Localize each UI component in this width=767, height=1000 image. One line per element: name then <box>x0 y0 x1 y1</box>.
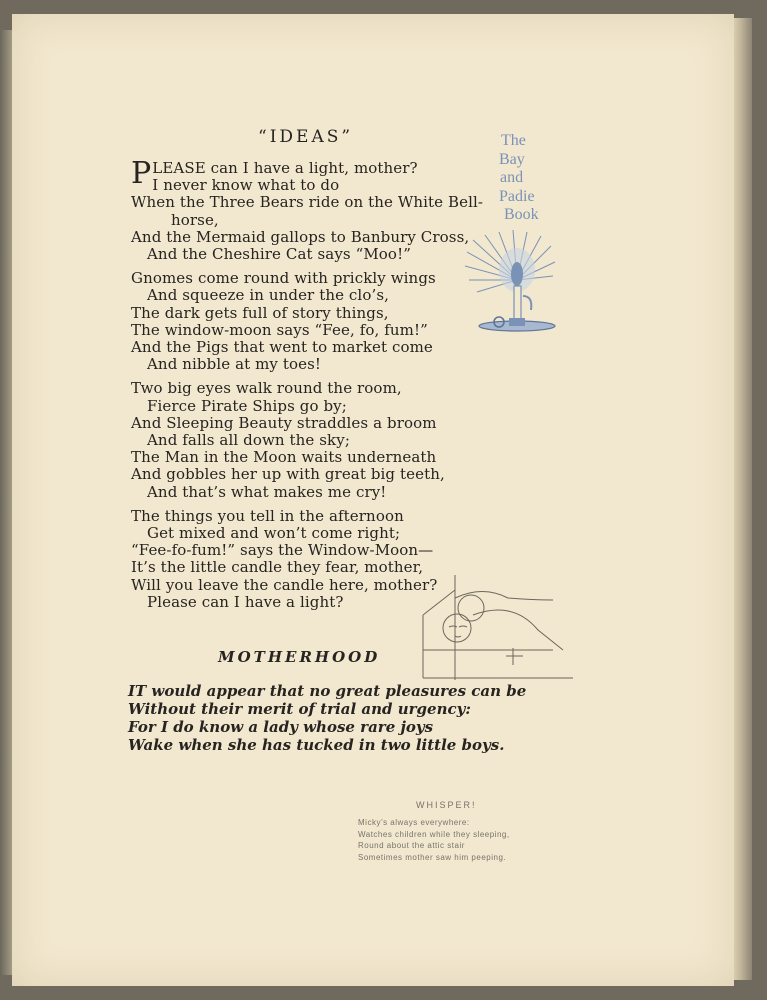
poem-line: horse, <box>171 210 219 229</box>
poem-line: And gobbles her up with great big teeth, <box>131 465 445 484</box>
poem-line: LEASE can I have a light, mother? <box>152 159 418 177</box>
poem-line: The Man in the Moon waits underneath <box>131 448 437 467</box>
poem-ideas <box>131 156 501 618</box>
stanza-3 <box>131 380 501 500</box>
poem-line: Two big eyes walk round the room, <box>131 379 402 398</box>
poem-line: And squeeze in under the clo’s, <box>147 286 389 305</box>
poem-line: Get mixed and won’t come right; <box>147 524 401 543</box>
poem-line: IT would appear that no great pleasures can be <box>128 682 527 700</box>
whisper-verse <box>358 817 510 863</box>
whisper-line: Round about the attic stair <box>358 841 465 850</box>
poem-line: The window-moon says “Fee, fo, fum!” <box>131 320 428 339</box>
poem-line: I never know what to do <box>152 176 340 195</box>
whisper-line: Sometimes mother saw him peeping. <box>358 852 507 862</box>
poem-line: The dark gets full of story things, <box>131 303 389 322</box>
poem-line: “Fee-fo-fum!” says the Window-Moon— <box>131 541 434 560</box>
stamp-word: Bay <box>499 150 525 168</box>
poem-line: And Sleeping Beauty straddles a broom <box>131 413 437 432</box>
stamp-word: and <box>500 169 524 186</box>
poem-line: And the Pigs that went to market come <box>131 338 433 357</box>
stamp-word: The <box>501 132 526 149</box>
candle-icon <box>465 230 560 340</box>
stamp-word: Book <box>504 206 539 223</box>
poem-line: The things you tell in the afternoon <box>131 506 404 525</box>
whisper-line: Micky’s always everywhere: <box>358 818 470 827</box>
stamp-word: Padie <box>499 187 535 205</box>
poem-line: And falls all down the sky; <box>147 431 350 450</box>
poem-line: When the Three Bears ride on the White Bell- <box>131 193 484 212</box>
poem-line: And the Mermaid gallops to Banbury Cross, <box>131 227 470 246</box>
poem-line: And the Cheshire Cat says “Moo!” <box>147 245 411 264</box>
poem-line: And nibble at my toes! <box>147 355 322 374</box>
stanza-1 <box>131 156 501 264</box>
poem-line: Fierce Pirate Ships go by; <box>147 396 347 415</box>
poem-line: Will you leave the candle here, mother? <box>131 575 438 594</box>
binding-edge-left <box>0 30 12 975</box>
poem-line: Without their merit of trial and urgency: <box>128 700 471 718</box>
drop-cap: P <box>131 156 152 191</box>
poem-motherhood <box>128 682 526 754</box>
poem-line: And that’s what makes me cry! <box>147 482 387 501</box>
bay-and-padie-book-stamp <box>495 132 539 225</box>
poem-line: Please can I have a light? <box>147 592 344 611</box>
whisper-title: WHISPER! <box>416 800 477 810</box>
whisper-line: Watches children while they sleeping, <box>358 829 510 839</box>
poem-title-ideas: “IDEAS” <box>258 127 354 147</box>
stanza-2 <box>131 270 501 373</box>
page-stack-edge <box>734 18 752 980</box>
poem-title-motherhood: MOTHERHOOD <box>218 648 381 666</box>
poem-line: Wake when she has tucked in two little boys. <box>128 736 505 754</box>
poem-line: It’s the little candle they fear, mother, <box>131 558 424 577</box>
sleeping-children-illustration <box>413 570 583 690</box>
poem-line: Gnomes come round with prickly wings <box>131 269 436 288</box>
poem-line: For I do know a lady whose rare joys <box>128 718 434 736</box>
